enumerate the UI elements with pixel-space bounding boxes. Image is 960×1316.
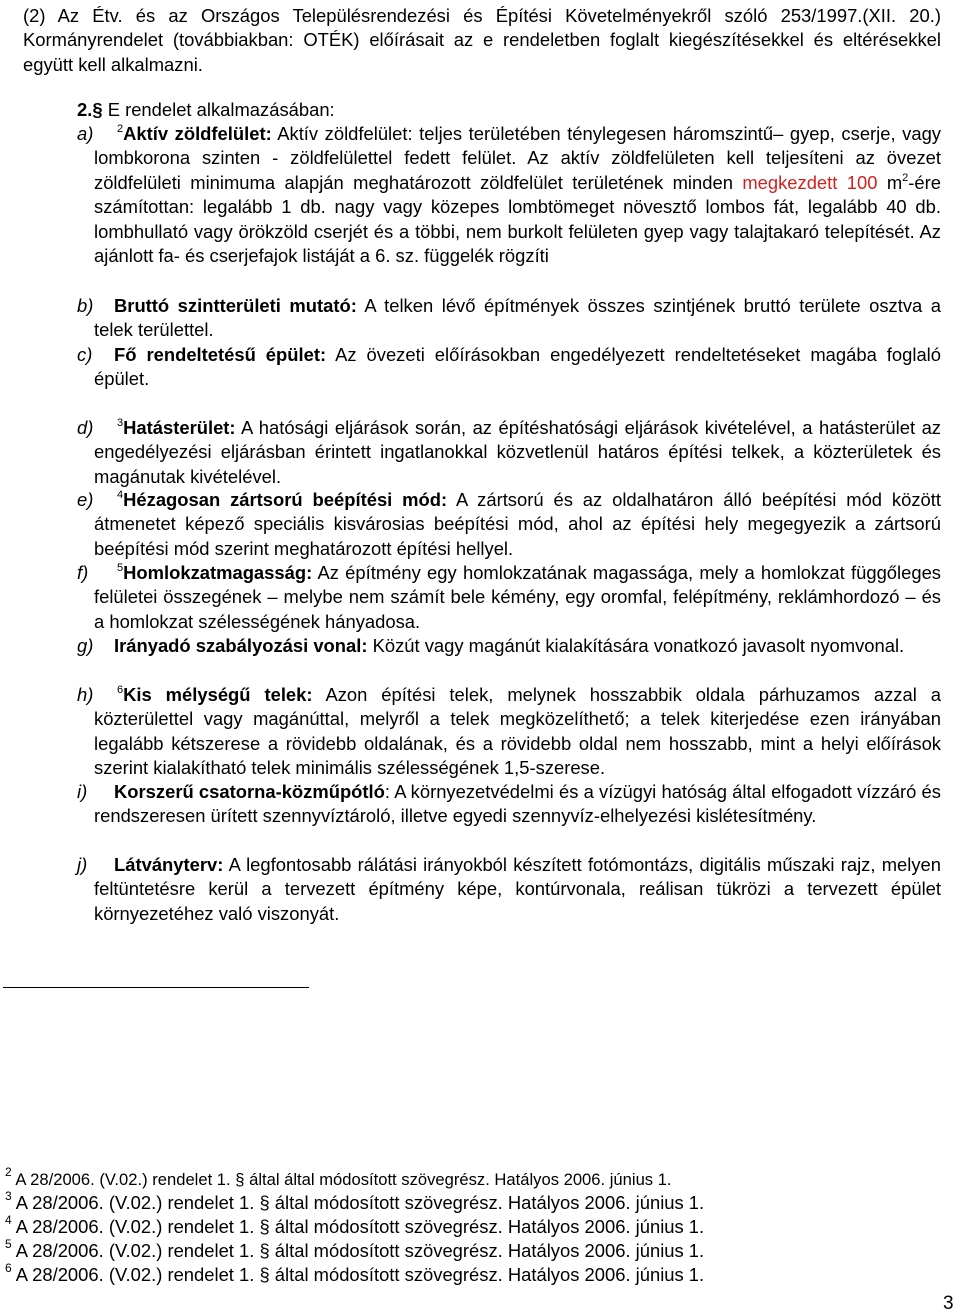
intro-paragraph: (2) Az Étv. és az Országos Településrendezési és Építési Követelményekről szóló 253/1997.(XII. 20.) Kormányrendelet (továbbiakban: OTÉK) előírásait az e rendeletben foglalt kiegészítésekkel és eltérésekkel együtt kell alkalmazni. xyxy=(23,5,941,75)
definition-item-i xyxy=(77,780,941,829)
highlighted-number: 100 xyxy=(846,171,878,193)
definition-text: A zártsorú és az oldalhatáron álló beépítési mód között átmenetet képező speciális kisvárosias beépítési mód, ahol az építési hely megegyezik a zártsorú beépítési mód szerint meghatározott építési hellyel. xyxy=(94,489,941,559)
term: Hézagosan zártsorú beépítési mód: xyxy=(123,489,448,510)
item-letter: i) xyxy=(77,781,88,802)
definition-item-b xyxy=(77,294,941,343)
footnote-number: 3 xyxy=(5,1188,12,1203)
item-letter: c) xyxy=(77,344,93,365)
footnote-ref: 5 xyxy=(117,561,124,574)
term: Irányadó szabályozási vonal: xyxy=(114,635,368,656)
item-a-content xyxy=(94,122,941,268)
definition-item-c xyxy=(77,343,941,392)
unit-exponent: 2 xyxy=(902,171,909,184)
definition-text-unit: m xyxy=(877,171,903,193)
term: Aktív zöldfelület: xyxy=(123,123,272,144)
item-letter: a) xyxy=(77,123,94,144)
footnote-separator xyxy=(3,987,309,988)
term: Fő rendeltetésű épület: xyxy=(114,344,327,365)
item-letter: g) xyxy=(77,635,94,656)
footnote-text: A 28/2006. (V.02.) rendelet 1. § által módosított szövegrész. Hatályos 2006. június 1. xyxy=(11,1216,705,1237)
definition-item-f xyxy=(77,561,941,634)
item-letter: f) xyxy=(77,562,89,583)
definition-text: Közút vagy magánút kialakítására vonatkozó javasolt nyomvonal. xyxy=(367,635,905,656)
footnote xyxy=(5,1260,905,1287)
footnote-text: A 28/2006. (V.02.) rendelet 1. § által módosított szövegrész. Hatályos 2006. június 1. xyxy=(11,1264,705,1285)
footnote-text: A 28/2006. (V.02.) rendelet 1. § által által módosított szövegrész. Hatályos 2006. június 1. xyxy=(11,1170,672,1189)
definition-text-rest: -ére számítottan: legalább 1 db. nagy vagy közepes lombtömeget növesztő lombos fát, legalább 40 db. lombhullató vagy örökzöld cserjét és a többi, nem burkolt felületen gyep vagy talajtakaró telepítését. Az ajánlott fa- és cserjefajok listáját a 6. sz. függelék rögzíti xyxy=(94,171,941,267)
definition-item-e xyxy=(77,488,941,561)
item-letter: d) xyxy=(77,417,94,438)
definition-text: : A környezetvédelmi és a vízügyi hatóság által elfogadott vízzáró és rendszeresen ürített szennyvíztároló, illetve egyedi szennyvíz-elhelyezési kislétesítmény. xyxy=(94,781,941,827)
term: Homlokzatmagasság: xyxy=(123,562,313,583)
definition-text: Az övezeti előírásokban engedélyezett rendeltetéseket magába foglaló épület. xyxy=(94,344,941,390)
footnote-ref: 4 xyxy=(117,488,124,501)
term: Hatásterület: xyxy=(123,417,236,438)
footnote-text: A 28/2006. (V.02.) rendelet 1. § által módosított szövegrész. Hatályos 2006. június 1. xyxy=(11,1192,705,1213)
item-letter: b) xyxy=(77,295,94,316)
term: Látványterv: xyxy=(114,854,224,875)
footnote xyxy=(5,1165,905,1192)
term: Kis mélységű telek: xyxy=(123,684,313,705)
term: Korszerű csatorna-közműpótló xyxy=(114,781,385,802)
item-letter: h) xyxy=(77,684,94,705)
definition-item-j xyxy=(77,853,941,926)
footnote-number: 6 xyxy=(5,1260,12,1275)
footnote-ref: 3 xyxy=(117,416,124,429)
definition-text: A legfontosabb rálátási irányokból készített fotómontázs, digitális műszaki rajz, melyen feltüntetésre kerül a tervezett építmény képe, kontúrvonala, reálisan tükrözi a tervezett épület környezetéhez való viszonyát. xyxy=(94,854,941,924)
definition-item-d xyxy=(77,416,941,489)
definition-text: Az építmény egy homlokzatának magassága, mely a homlokzat függőleges felületei összegének – melybe nem számít bele kémény, egy oromfal, felépítmény, reklámhordozó – és a homlokzat szélességének hányadosa. xyxy=(94,562,941,632)
definition-text: A hatósági eljárások során, az építéshatósági eljárások kivételével, a hatásterület az engedélyezési eljárásban érintett ingatlanokkal közvetlenül határos építési telkek, a közterületek és magánutak kivételével. xyxy=(94,417,941,487)
definition-item-h xyxy=(77,683,941,781)
footnote-number: 4 xyxy=(5,1212,12,1227)
section-title: E rendelet alkalmazásában: xyxy=(107,99,335,120)
definition-item-a xyxy=(77,122,941,268)
footnote xyxy=(5,1188,905,1215)
definition-text: Azon építési telek, melynek hosszabbik oldala párhuzamos azzal a közterülettel vagy magánúttal, melyről a telek megközelíthető; a telek kiterjedése ezen irányában legalább kétszerese a rövidebb oldalának, és a rövidebb oldal nem hosszabb, mint a helyi előírások szerint kialakítható telek minimális szélességének 1,5-szerese. xyxy=(94,684,941,779)
page-number: 3 xyxy=(943,1293,954,1314)
section-symbol: § xyxy=(92,99,103,120)
footnote xyxy=(5,1212,905,1239)
definition-text: A telken lévő építmények összes szintjének bruttó területe osztva a telek területtel. xyxy=(94,295,941,341)
section-heading xyxy=(77,98,335,122)
definition-item-g xyxy=(77,634,941,658)
footnote-ref: 6 xyxy=(117,683,124,696)
item-letter: e) xyxy=(77,489,94,510)
definition-text: Aktív zöldfelület: teljes területében ténylegesen háromszintű– gyep, cserje, vagy lombkorona szinten - zöldfelülettel fedett felület. Az aktív zöldfelületen kell teljesíteni az övezet zöldfelületi minimuma alapján meghatározott zöldfelület területének minden xyxy=(94,123,941,193)
section-number: 2. xyxy=(77,99,93,120)
footnote-ref: 2 xyxy=(117,122,124,135)
footnote-number: 2 xyxy=(5,1165,12,1180)
footnote-text: A 28/2006. (V.02.) rendelet 1. § által módosított szövegrész. Hatályos 2006. június 1. xyxy=(11,1240,705,1261)
highlighted-word: megkezdett xyxy=(742,171,838,193)
item-letter: j) xyxy=(77,854,88,875)
term: Bruttó szintterületi mutató: xyxy=(114,295,357,316)
footnote xyxy=(5,1236,905,1263)
footnote-number: 5 xyxy=(5,1236,12,1251)
